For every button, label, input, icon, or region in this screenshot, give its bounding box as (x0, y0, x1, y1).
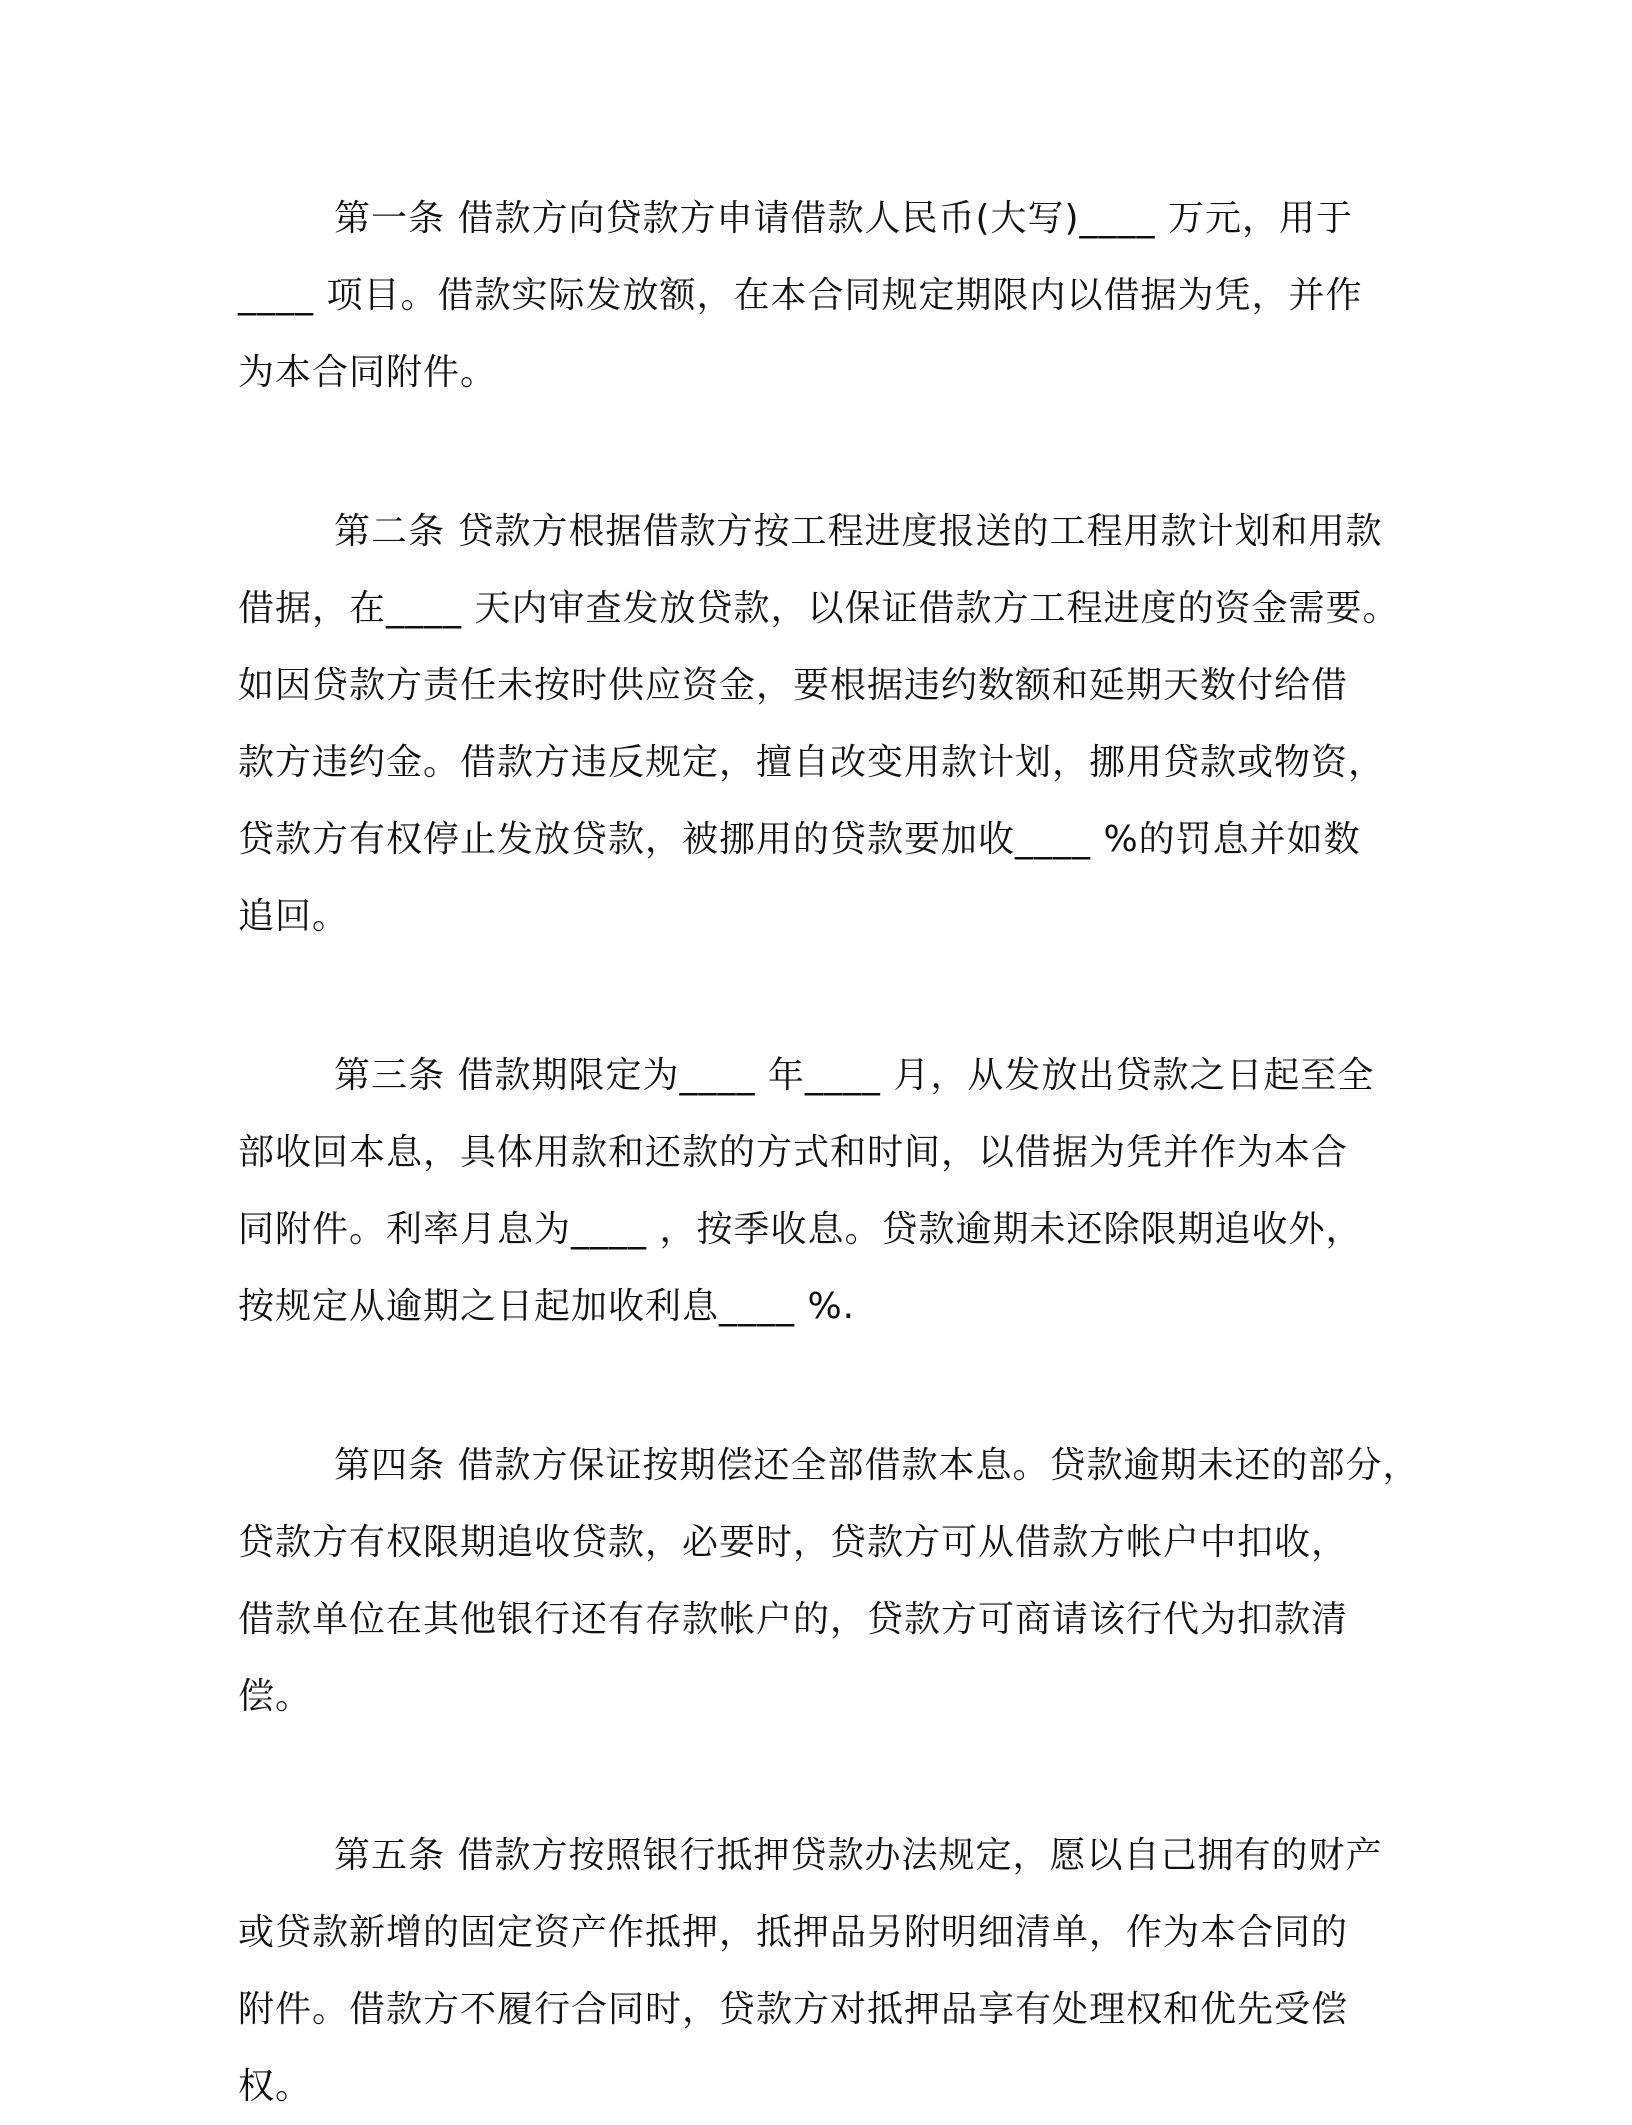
article-2-line-4: 款方违约金。借款方违反规定，擅自改变用款计划，挪用贷款或物资， (238, 742, 1386, 783)
article-3 (238, 1037, 1418, 1345)
article-1-line-1: 第一条 借款方向贷款方申请借款人民币(大写)____ 万元，用于 (334, 198, 1353, 239)
article-4-line-3: 借款单位在其他银行还有存款帐户的，贷款方可商请该行代为扣款清 (238, 1599, 1349, 1640)
article-5 (238, 1817, 1418, 2125)
article-2-line-5: 贷款方有权停止发放贷款，被挪用的贷款要加收____ %的罚息并如数 (238, 819, 1361, 860)
article-3-line-2: 部收回本息，具体用款和还款的方式和时间，以借据为凭并作为本合 (238, 1132, 1349, 1173)
article-5-line-1: 第五条 借款方按照银行抵押贷款办法规定，愿以自己拥有的财产 (334, 1835, 1383, 1876)
article-4 (238, 1427, 1418, 1735)
article-5-line-4: 权。 (238, 2066, 313, 2107)
article-1-line-3: 为本合同附件。 (238, 352, 498, 393)
article-4-line-4: 偿。 (238, 1676, 313, 1717)
contract-body (238, 180, 1418, 2125)
article-1-line-2: ____ 项目。借款实际发放额，在本合同规定期限内以借据为凭，并作 (238, 275, 1363, 316)
article-1 (238, 180, 1418, 411)
article-2 (238, 493, 1418, 955)
article-2-line-6: 追回。 (238, 896, 350, 937)
article-3-line-4: 按规定从逾期之日起加收利息____ %. (238, 1286, 856, 1327)
article-2-line-3: 如因贷款方责任未按时供应资金，要根据违约数额和延期天数付给借 (238, 665, 1349, 706)
article-5-line-2: 或贷款新增的固定资产作抵押，抵押品另附明细清单，作为本合同的 (238, 1912, 1349, 1953)
article-3-line-1: 第三条 借款期限定为____ 年____ 月，从发放出贷款之日起至全 (334, 1055, 1375, 1096)
article-2-line-1: 第二条 贷款方根据借款方按工程进度报送的工程用款计划和用款 (334, 511, 1383, 552)
article-4-line-2: 贷款方有权限期追收贷款，必要时，贷款方可从借款方帐户中扣收， (238, 1522, 1349, 1563)
article-2-line-2: 借据，在____ 天内审查发放贷款，以保证借款方工程进度的资金需要。 (238, 588, 1400, 629)
article-4-line-1: 第四条 借款方保证按期偿还全部借款本息。贷款逾期未还的部分， (334, 1445, 1420, 1486)
article-5-line-3: 附件。借款方不履行合同时，贷款方对抵押品享有处理权和优先受偿 (238, 1989, 1349, 2030)
article-3-line-3: 同附件。利率月息为____ ，按季收息。贷款逾期未还除限期追收外， (238, 1209, 1363, 1250)
